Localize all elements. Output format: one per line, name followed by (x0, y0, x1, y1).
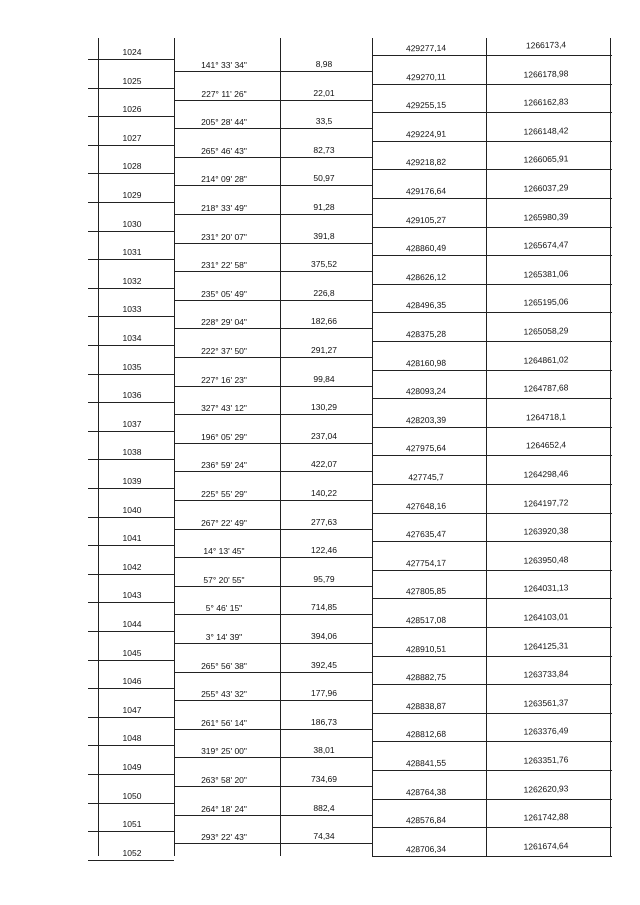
point-number: 1048 (122, 733, 142, 744)
row-divider (174, 786, 372, 787)
point-number: 1026 (122, 104, 142, 115)
point-number: 1028 (122, 161, 142, 172)
row-divider (88, 574, 174, 575)
row-divider (88, 316, 174, 317)
y-coordinate: 1264861,02 (523, 354, 569, 366)
x-coordinate: 427745,7 (408, 471, 444, 483)
y-coordinate: 1262620,93 (523, 783, 569, 795)
x-coordinate: 429105,27 (405, 214, 447, 225)
x-coordinate: 428764,38 (405, 786, 447, 797)
row-divider (88, 88, 174, 89)
row-divider (372, 427, 612, 428)
row-divider (372, 598, 612, 599)
row-divider (372, 570, 612, 571)
row-divider (88, 374, 174, 375)
column-divider (372, 38, 373, 856)
x-coordinate: 429277,14 (405, 42, 447, 54)
point-number: 1038 (122, 447, 142, 458)
column-divider (174, 38, 175, 856)
row-divider (174, 71, 372, 72)
row-divider (88, 803, 174, 804)
row-divider (88, 745, 174, 746)
segment-distance: 177,96 (311, 688, 337, 699)
point-number: 1046 (122, 676, 142, 687)
x-coordinate: 428203,39 (405, 414, 447, 426)
y-coordinate: 1263950,48 (523, 554, 569, 566)
row-divider (372, 656, 612, 657)
row-divider (372, 827, 612, 828)
bearing-angle: 205° 28' 44" (201, 117, 247, 128)
segment-distance: 38,01 (313, 745, 335, 756)
row-divider (174, 672, 372, 673)
row-divider (372, 484, 612, 485)
row-divider (174, 529, 372, 530)
segment-distance: 50,97 (313, 173, 335, 184)
row-divider (88, 831, 174, 832)
y-coordinate: 1263351,76 (523, 754, 569, 766)
point-number: 1025 (122, 75, 142, 86)
row-divider (88, 545, 174, 546)
bearing-angle: 235° 05' 49" (201, 288, 247, 299)
bearing-angle: 5° 46' 15" (205, 603, 243, 614)
bearing-angle: 265° 46' 43" (201, 145, 247, 156)
y-coordinate: 1264197,72 (523, 497, 569, 509)
bearing-angle: 228° 29' 04" (201, 317, 247, 328)
segment-distance: 226,8 (313, 287, 335, 298)
segment-distance: 33,5 (315, 116, 333, 127)
x-coordinate: 428576,84 (405, 814, 447, 826)
x-coordinate: 427805,85 (405, 586, 447, 597)
row-divider (174, 214, 372, 215)
row-divider (174, 128, 372, 129)
x-coordinate: 429255,15 (405, 99, 447, 111)
row-divider (174, 700, 372, 701)
y-coordinate: 1265195,06 (523, 296, 569, 308)
y-coordinate: 1264718,1 (525, 411, 567, 423)
x-coordinate: 428496,35 (405, 300, 447, 311)
row-divider (88, 345, 174, 346)
bearing-angle: 255° 43' 32" (201, 689, 247, 700)
point-number: 1044 (122, 619, 142, 629)
bearing-angle: 222° 37' 50" (201, 346, 247, 356)
row-divider (88, 402, 174, 403)
segment-distance: 74,34 (313, 831, 335, 842)
row-divider (372, 227, 612, 228)
bearing-angle: 3° 14' 39" (205, 632, 243, 642)
x-coordinate: 428812,68 (405, 729, 447, 740)
segment-distance: 122,46 (311, 545, 337, 556)
point-number: 1034 (122, 333, 142, 343)
bearing-angle: 236° 59' 24" (201, 460, 247, 471)
bearing-angle: 196° 05' 29" (201, 431, 247, 442)
point-number: 1040 (122, 504, 142, 515)
y-coordinate: 1265674,47 (523, 239, 569, 251)
bearing-angle: 319° 25' 00" (201, 746, 247, 757)
y-coordinate: 1266037,29 (523, 182, 569, 194)
row-divider (88, 631, 174, 632)
y-coordinate: 1265058,29 (523, 325, 569, 337)
x-coordinate: 427975,64 (405, 443, 447, 454)
segment-distance: 22,01 (313, 87, 335, 98)
x-coordinate: 429218,82 (405, 157, 447, 168)
segment-distance: 237,04 (311, 430, 337, 441)
x-coordinate: 428910,51 (405, 643, 447, 654)
x-coordinate: 428626,12 (405, 271, 447, 283)
point-number: 1035 (122, 361, 142, 372)
y-coordinate: 1264031,13 (523, 582, 569, 594)
x-coordinate: 428375,28 (405, 328, 447, 340)
x-coordinate: 427635,47 (405, 528, 447, 540)
row-divider (174, 357, 372, 358)
point-number: 1031 (122, 247, 142, 258)
point-number: 1047 (122, 704, 142, 715)
row-divider (174, 185, 372, 186)
x-coordinate: 428706,34 (405, 843, 447, 855)
bearing-angle: 227° 16' 23" (201, 374, 247, 385)
y-coordinate: 1264103,01 (523, 611, 569, 623)
row-divider (372, 398, 612, 399)
row-divider (174, 757, 372, 758)
row-divider (372, 799, 612, 800)
row-divider (174, 157, 372, 158)
row-divider (88, 288, 174, 289)
y-coordinate: 1261674,64 (523, 840, 569, 852)
row-divider (372, 513, 612, 514)
segment-distance: 422,07 (311, 459, 337, 470)
point-number: 1036 (122, 390, 142, 401)
row-divider (372, 713, 612, 714)
point-number: 1050 (122, 790, 142, 801)
row-divider (174, 443, 372, 444)
point-number: 1045 (122, 647, 142, 658)
row-divider (372, 856, 612, 857)
row-divider (88, 860, 174, 861)
bearing-angle: 214° 09' 28" (201, 174, 247, 185)
segment-distance: 130,29 (311, 402, 337, 413)
row-divider (174, 643, 372, 644)
row-divider (372, 55, 612, 56)
row-divider (88, 488, 174, 489)
row-divider (372, 198, 612, 199)
point-number: 1051 (122, 819, 142, 830)
y-coordinate: 1266162,83 (523, 96, 569, 108)
segment-distance: 186,73 (311, 716, 337, 727)
y-coordinate: 1264652,4 (525, 439, 567, 451)
row-divider (174, 414, 372, 415)
segment-distance: 91,28 (313, 202, 335, 212)
row-divider (372, 141, 612, 142)
row-divider (174, 328, 372, 329)
x-coordinate: 428838,87 (405, 700, 447, 712)
segment-distance: 95,79 (313, 573, 335, 584)
column-divider (486, 38, 487, 856)
segment-distance: 99,84 (313, 373, 335, 384)
row-divider (88, 173, 174, 174)
row-divider (88, 660, 174, 661)
y-coordinate: 1266178,98 (523, 68, 569, 80)
row-divider (88, 602, 174, 603)
row-divider (372, 255, 612, 256)
x-coordinate: 428882,75 (405, 671, 447, 683)
column-divider (280, 38, 281, 856)
point-number: 1024 (122, 47, 142, 57)
segment-distance: 182,66 (311, 316, 337, 327)
bearing-angle: 231° 20' 07" (201, 231, 247, 242)
point-number: 1043 (122, 590, 142, 601)
y-coordinate: 1266148,42 (523, 125, 569, 137)
row-divider (372, 112, 612, 113)
row-divider (88, 517, 174, 518)
segment-distance: 734,69 (311, 774, 337, 784)
row-divider (174, 471, 372, 472)
y-coordinate: 1266173,4 (525, 39, 567, 51)
row-divider (372, 84, 612, 85)
y-coordinate: 1263376,49 (523, 725, 569, 737)
y-coordinate: 1264787,68 (523, 382, 569, 394)
segment-distance: 392,45 (311, 659, 337, 670)
x-coordinate: 427648,16 (405, 500, 447, 511)
bearing-angle: 293° 22' 43" (201, 832, 247, 843)
row-divider (88, 145, 174, 146)
bearing-angle: 227° 11' 26" (201, 88, 247, 99)
bearing-angle: 14° 13' 45" (203, 546, 245, 557)
x-coordinate: 428160,98 (405, 357, 447, 368)
row-divider (372, 770, 612, 771)
point-number: 1037 (122, 418, 142, 429)
row-divider (174, 100, 372, 101)
segment-distance: 394,06 (311, 631, 337, 641)
x-coordinate: 428841,55 (405, 757, 447, 769)
row-divider (88, 116, 174, 117)
point-number: 1042 (122, 561, 142, 572)
row-divider (372, 312, 612, 313)
bearing-angle: 263° 58' 20" (201, 775, 247, 785)
bearing-angle: 141° 33' 34" (201, 60, 247, 70)
row-divider (372, 455, 612, 456)
segment-distance: 82,73 (313, 144, 335, 155)
row-divider (174, 386, 372, 387)
point-number: 1033 (122, 304, 142, 315)
row-divider (88, 59, 174, 60)
row-divider (174, 300, 372, 301)
row-divider (88, 231, 174, 232)
y-coordinate: 1265381,06 (523, 268, 569, 280)
row-divider (372, 370, 612, 371)
segment-distance: 291,27 (311, 345, 337, 355)
x-coordinate: 428517,08 (405, 614, 447, 626)
point-number: 1027 (122, 132, 142, 143)
row-divider (372, 541, 612, 542)
point-number: 1039 (122, 476, 142, 486)
point-number: 1030 (122, 218, 142, 229)
y-coordinate: 1266065,91 (523, 153, 569, 165)
bearing-angle: 57° 20' 55" (203, 574, 245, 585)
point-number: 1029 (122, 190, 142, 200)
point-number: 1041 (122, 533, 142, 544)
bearing-angle: 231° 22' 58" (201, 260, 247, 271)
segment-distance: 714,85 (311, 602, 337, 613)
row-divider (174, 614, 372, 615)
row-divider (174, 815, 372, 816)
row-divider (174, 243, 372, 244)
bearing-angle: 267° 22' 49" (201, 517, 247, 528)
row-divider (88, 717, 174, 718)
row-divider (174, 500, 372, 501)
x-coordinate: 428860,49 (405, 242, 447, 254)
bearing-angle: 218° 33' 49" (201, 203, 247, 213)
table-border-left (98, 38, 99, 856)
bearing-angle: 327° 43' 12" (201, 403, 247, 414)
bearing-angle: 225° 55' 29" (201, 489, 247, 499)
row-divider (88, 774, 174, 775)
segment-distance: 140,22 (311, 488, 337, 498)
y-coordinate: 1264125,31 (523, 640, 569, 652)
segment-distance: 391,8 (313, 230, 335, 241)
segment-distance: 8,98 (315, 59, 333, 69)
row-divider (372, 341, 612, 342)
row-divider (88, 431, 174, 432)
row-divider (88, 202, 174, 203)
row-divider (174, 271, 372, 272)
point-number: 1049 (122, 762, 142, 772)
segment-distance: 882,4 (313, 802, 335, 813)
row-divider (372, 627, 612, 628)
y-coordinate: 1261742,88 (523, 811, 569, 823)
segment-distance: 375,52 (311, 259, 337, 270)
point-number: 1032 (122, 275, 142, 286)
row-divider (88, 688, 174, 689)
x-coordinate: 429224,91 (405, 128, 447, 140)
row-divider (372, 284, 612, 285)
table-border-right (610, 38, 611, 856)
row-divider (88, 459, 174, 460)
row-divider (372, 169, 612, 170)
x-coordinate: 428093,24 (405, 385, 447, 397)
segment-distance: 277,63 (311, 516, 337, 527)
row-divider (372, 741, 612, 742)
bearing-angle: 264° 18' 24" (201, 803, 247, 814)
bearing-angle: 265° 56' 38" (201, 660, 247, 671)
y-coordinate: 1264298,46 (523, 468, 569, 480)
x-coordinate: 429176,64 (405, 185, 447, 197)
point-number: 1052 (122, 847, 142, 858)
row-divider (174, 843, 372, 844)
x-coordinate: 429270,11 (406, 71, 446, 82)
bearing-angle: 261° 56' 14" (201, 717, 247, 728)
y-coordinate: 1263561,37 (523, 697, 569, 709)
row-divider (174, 729, 372, 730)
x-coordinate: 427754,17 (405, 557, 447, 569)
y-coordinate: 1265980,39 (523, 211, 569, 223)
y-coordinate: 1263733,84 (523, 668, 569, 680)
row-divider (174, 557, 372, 558)
row-divider (372, 684, 612, 685)
row-divider (174, 586, 372, 587)
row-divider (88, 259, 174, 260)
y-coordinate: 1263920,38 (523, 525, 569, 537)
